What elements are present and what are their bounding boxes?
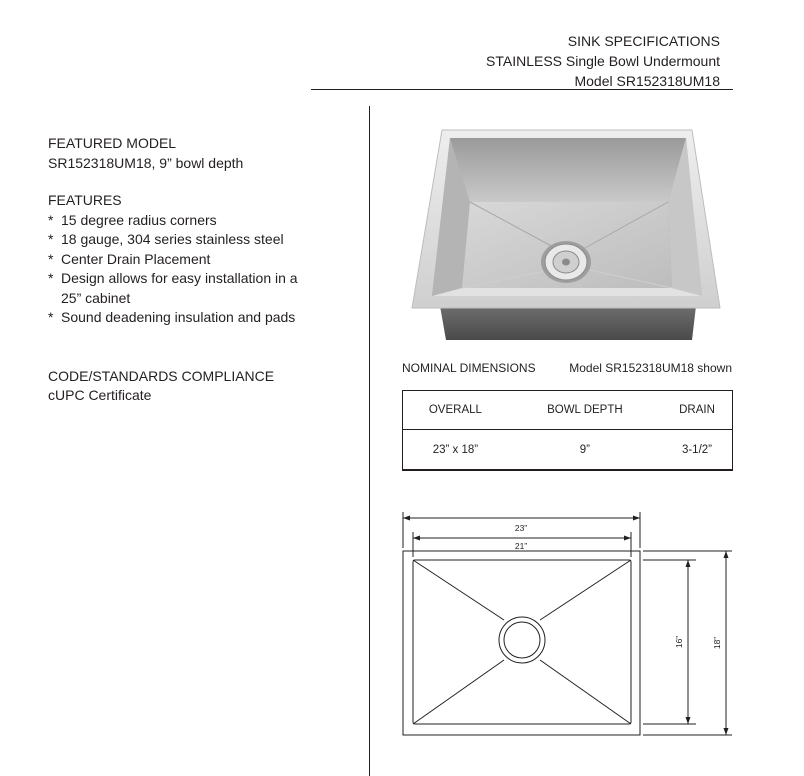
- feature-item: * 18 gauge, 304 series stainless steel: [48, 231, 284, 247]
- header-rule: [311, 89, 733, 90]
- dimensions-table: [402, 390, 733, 471]
- left-column: [48, 134, 358, 406]
- compliance-title: CODE/STANDARDS COMPLIANCE: [48, 367, 275, 384]
- bowl-length-label: 16”: [674, 635, 684, 649]
- header-model: Model SR152318UM18: [574, 73, 720, 89]
- bowl-outline: [413, 560, 631, 724]
- feature-item: * Center Drain Placement: [48, 250, 211, 267]
- feature-item: * Design allows for easy installation in a 25” cabinet: [48, 270, 298, 306]
- drain-outer-ring: [499, 617, 545, 663]
- feature-item: * 15 degree radius corners: [48, 211, 217, 228]
- drain-inner-ring: [504, 622, 540, 658]
- header-bowl-depth: BOWL DEPTH: [509, 391, 661, 430]
- sink-photo: [410, 128, 722, 340]
- feature-item: * Sound deadening insulation and pads: [48, 309, 296, 325]
- value-overall: 23” x 18”: [402, 430, 509, 471]
- column-divider: [369, 106, 370, 776]
- dimensions-label: NOMINAL DIMENSIONS: [402, 361, 536, 375]
- sink-outline: [403, 551, 640, 735]
- header-drain: DRAIN: [661, 391, 733, 430]
- overall-length-label: 18”: [712, 636, 722, 650]
- header-overall: OVERALL: [402, 391, 509, 430]
- drain-icon: [541, 241, 591, 283]
- dimension-drawing: [398, 510, 738, 742]
- dimensions-model-shown: Model SR152318UM18 shown: [569, 361, 732, 375]
- value-drain: 3-1/2”: [661, 430, 733, 471]
- dimensions-heading: [402, 361, 732, 375]
- header-subtitle: STAINLESS Single Bowl Undermount: [486, 53, 720, 69]
- header-title: SINK SPECIFICATIONS: [567, 33, 720, 49]
- overall-width-label: 23”: [514, 523, 528, 533]
- spec-header: [486, 31, 720, 91]
- table-row: [402, 391, 733, 430]
- featured-model-title: FEATURED MODEL: [48, 135, 177, 151]
- value-bowl-depth: 9”: [509, 430, 661, 471]
- features-title: FEATURES: [48, 192, 122, 208]
- compliance-value: cUPC Certificate: [48, 387, 152, 403]
- bowl-width-label: 21”: [514, 541, 528, 551]
- featured-model-value: SR152318UM18, 9” bowl depth: [48, 154, 244, 171]
- table-row: [402, 430, 733, 471]
